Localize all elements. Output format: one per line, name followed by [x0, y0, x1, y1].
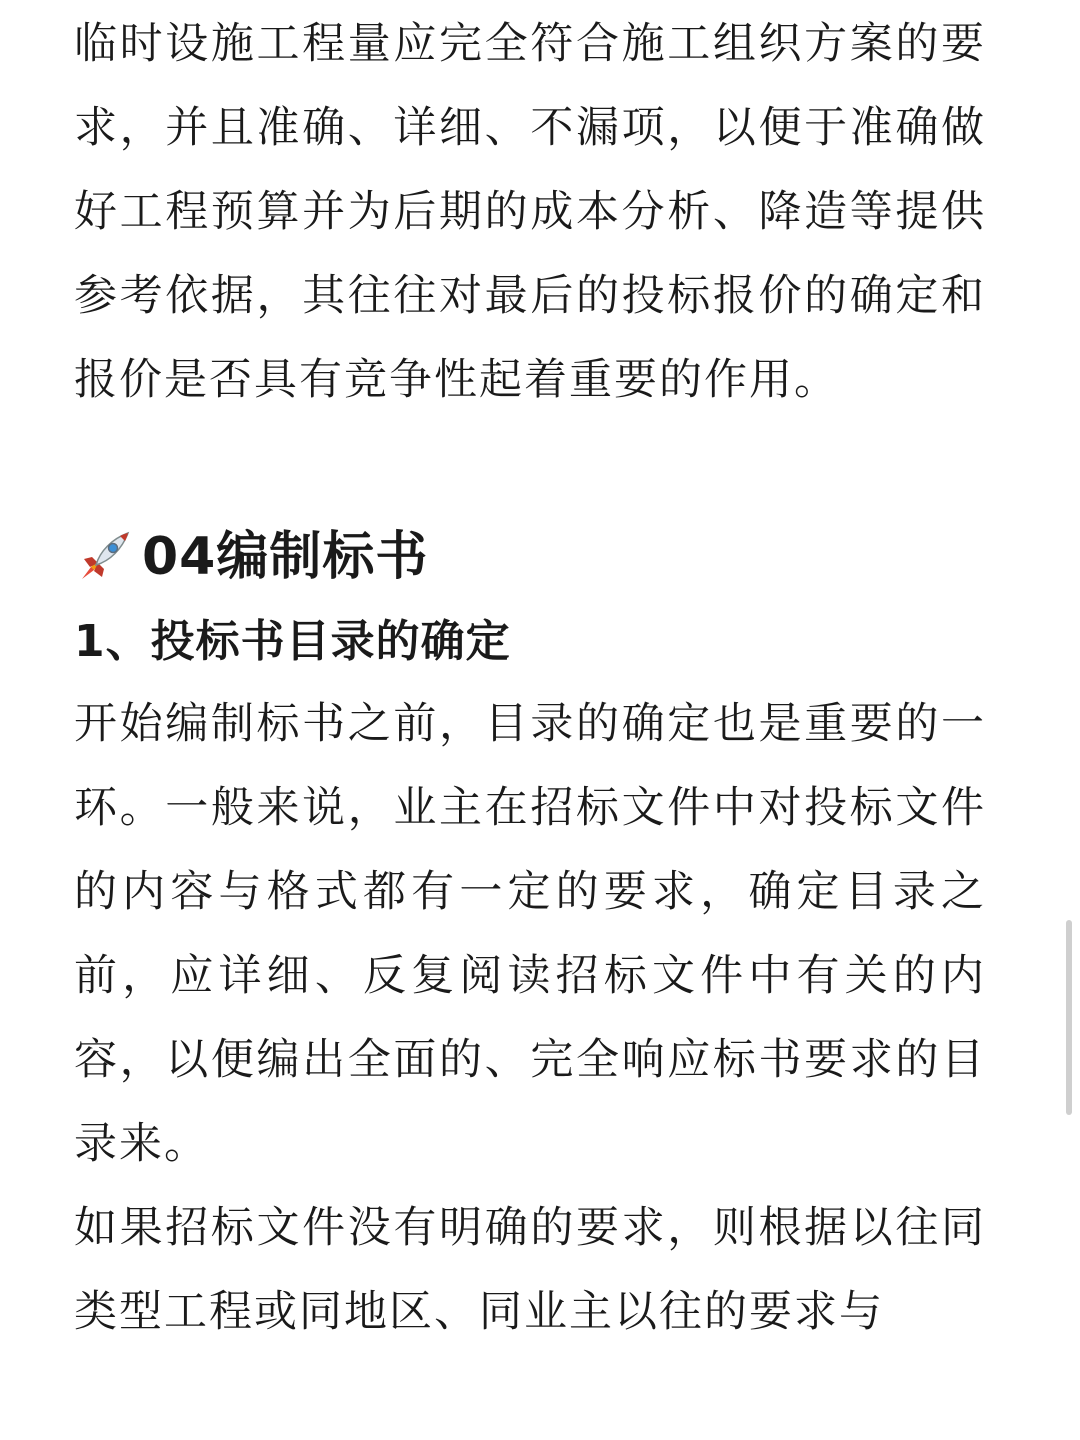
scrollbar[interactable] — [1066, 920, 1072, 1115]
subheading: 1、投标书目录的确定 — [74, 616, 511, 667]
section-heading-text: 04编制标书 — [142, 527, 429, 587]
paragraph: 如果招标文件没有明确的要求，则根据以往同类型工程或同地区、同业主以往的要求与 — [74, 1203, 986, 1337]
intro-paragraph: 临时设施工程量应完全符合施工组织方案的要求，并且准确、详细、不漏项，以便于准确做好工程预算并为后期的成本分析、降造等提供参考依据，其往往对最后的投标报价的确定和报价是否具有竞争性起着重要的作用。 — [74, 19, 986, 405]
rocket-icon — [74, 527, 134, 587]
section-heading — [74, 518, 986, 596]
article-body — [74, 0, 986, 1354]
paragraph: 开始编制标书之前，目录的确定也是重要的一环。一般来说，业主在招标文件中对投标文件的内容与格式都有一定的要求，确定目录之前，应详细、反复阅读招标文件中有关的内容，以便编出全面的、完全响应标书要求的目录来。 — [74, 699, 986, 1169]
